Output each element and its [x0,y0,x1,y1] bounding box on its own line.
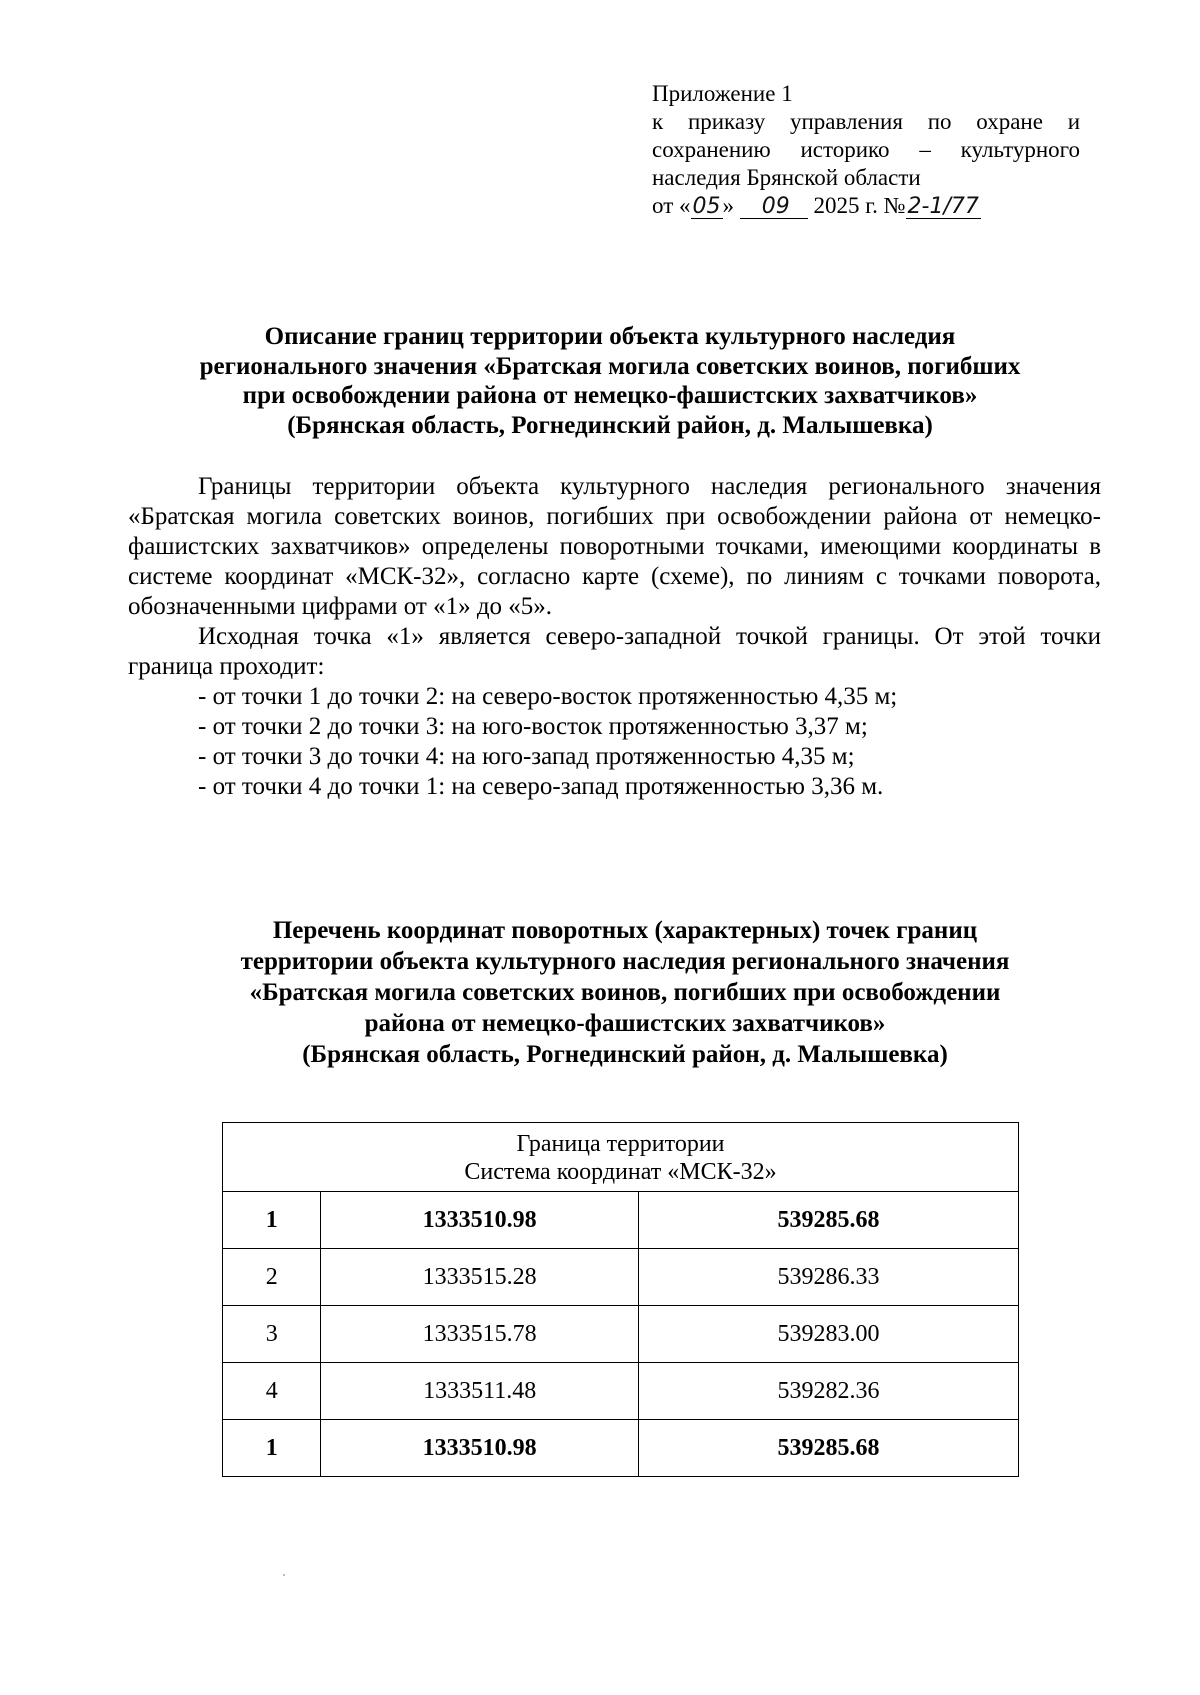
x-coordinate-cell: 1333511.48 [321,1363,639,1420]
y-coordinate-cell: 539283.00 [638,1306,1018,1363]
table-row [223,1363,1019,1420]
table-row [223,1306,1019,1363]
list-item: - от точки 4 до точки 1: на северо-запад протяженностью 3,36 м. [198,773,884,800]
title2-line-4: района от немецко-фашистских захватчиков» [364,1010,886,1037]
appendix-line-3: наследия Брянской области [652,165,921,190]
scan-speck [283,1574,285,1576]
paragraph-start-point: Исходная точка «1» является северо-западной точкой границы. От этой точки граница проходит: [128,623,1101,680]
table-row [223,1420,1019,1477]
table-header-line-2: Система координат «МСК-32» [464,1159,777,1185]
coordinates-list-title [160,915,1090,1070]
list-item: - от точки 2 до точки 3: на юго-восток протяженностью 3,37 м; [198,713,868,740]
handwritten-day: 05 [692,194,721,219]
title1-line-4: (Брянская область, Рогнединский район, д. Малышевка) [287,411,933,439]
point-number-cell: 3 [223,1306,321,1363]
x-coordinate-cell: 1333515.28 [321,1249,639,1306]
paragraph-boundaries: Границы территории объекта культурного наследия регионального значения «Братская могила советских воинов, погибших при освобождении района от немецко-фашистских захватчиков» определены поворотными точками, имеющими координаты в системе координат «МСК-32», согласно карте (схеме), по линиям с точками поворота, обозначенными цифрами от «1» до «5». [128,473,1101,620]
title2-line-2: территории объекта культурного наследия регионального значения [240,948,1010,975]
handwritten-month: 09 [740,196,808,219]
list-item: - от точки 1 до точки 2: на северо-восток протяженностью 4,35 м; [198,683,898,710]
order-year: 2025 г. № [813,193,906,218]
appendix-title: Приложение 1 [652,81,793,106]
appendix-header [652,80,1080,220]
point-number-cell: 1 [223,1420,321,1477]
date-mid: » [722,193,734,218]
appendix-line-2: сохранению историко – культурного [652,137,1080,162]
y-coordinate-cell: 539285.68 [638,1420,1018,1477]
boundary-segments-list [128,682,1101,802]
table-header-cell [223,1123,1019,1192]
x-coordinate-cell: 1333510.98 [321,1420,639,1477]
title1-line-2: регионального значения «Братская могила советских воинов, погибших [199,352,1021,380]
order-date-line [652,192,1080,220]
boundary-description-title [120,322,1100,440]
title2-line-5: (Брянская область, Рогнединский район, д. Малышевка) [302,1041,948,1068]
list-item: - от точки 3 до точки 4: на юго-запад протяженностью 4,35 м; [198,743,855,770]
y-coordinate-cell: 539282.36 [638,1363,1018,1420]
date-prefix: от « [652,193,691,218]
point-number-cell: 4 [223,1363,321,1420]
table-row [223,1249,1019,1306]
table-row [223,1192,1019,1249]
title1-line-3: при освобождении района от немецко-фашистских захватчиков» [242,382,978,409]
boundary-description-body [128,472,1101,802]
table-header-row [223,1123,1019,1192]
handwritten-order-number: 2-1/77 [907,194,979,219]
point-number-cell: 2 [223,1249,321,1306]
x-coordinate-cell: 1333515.78 [321,1306,639,1363]
coordinates-table [222,1122,1019,1477]
title2-line-1: Перечень координат поворотных (характерных) точек границ [272,917,978,944]
table-header-line-1: Граница территории [516,1131,725,1157]
point-number-cell: 1 [223,1192,321,1249]
title2-line-3: «Братская могила советских воинов, погибших при освобождении [249,979,1001,1006]
y-coordinate-cell: 539286.33 [638,1249,1018,1306]
y-coordinate-cell: 539285.68 [638,1192,1018,1249]
appendix-line-1: к приказу управления по охране и [652,109,1080,134]
x-coordinate-cell: 1333510.98 [321,1192,639,1249]
title1-line-1: Описание границ территории объекта культурного наследия [264,323,956,350]
